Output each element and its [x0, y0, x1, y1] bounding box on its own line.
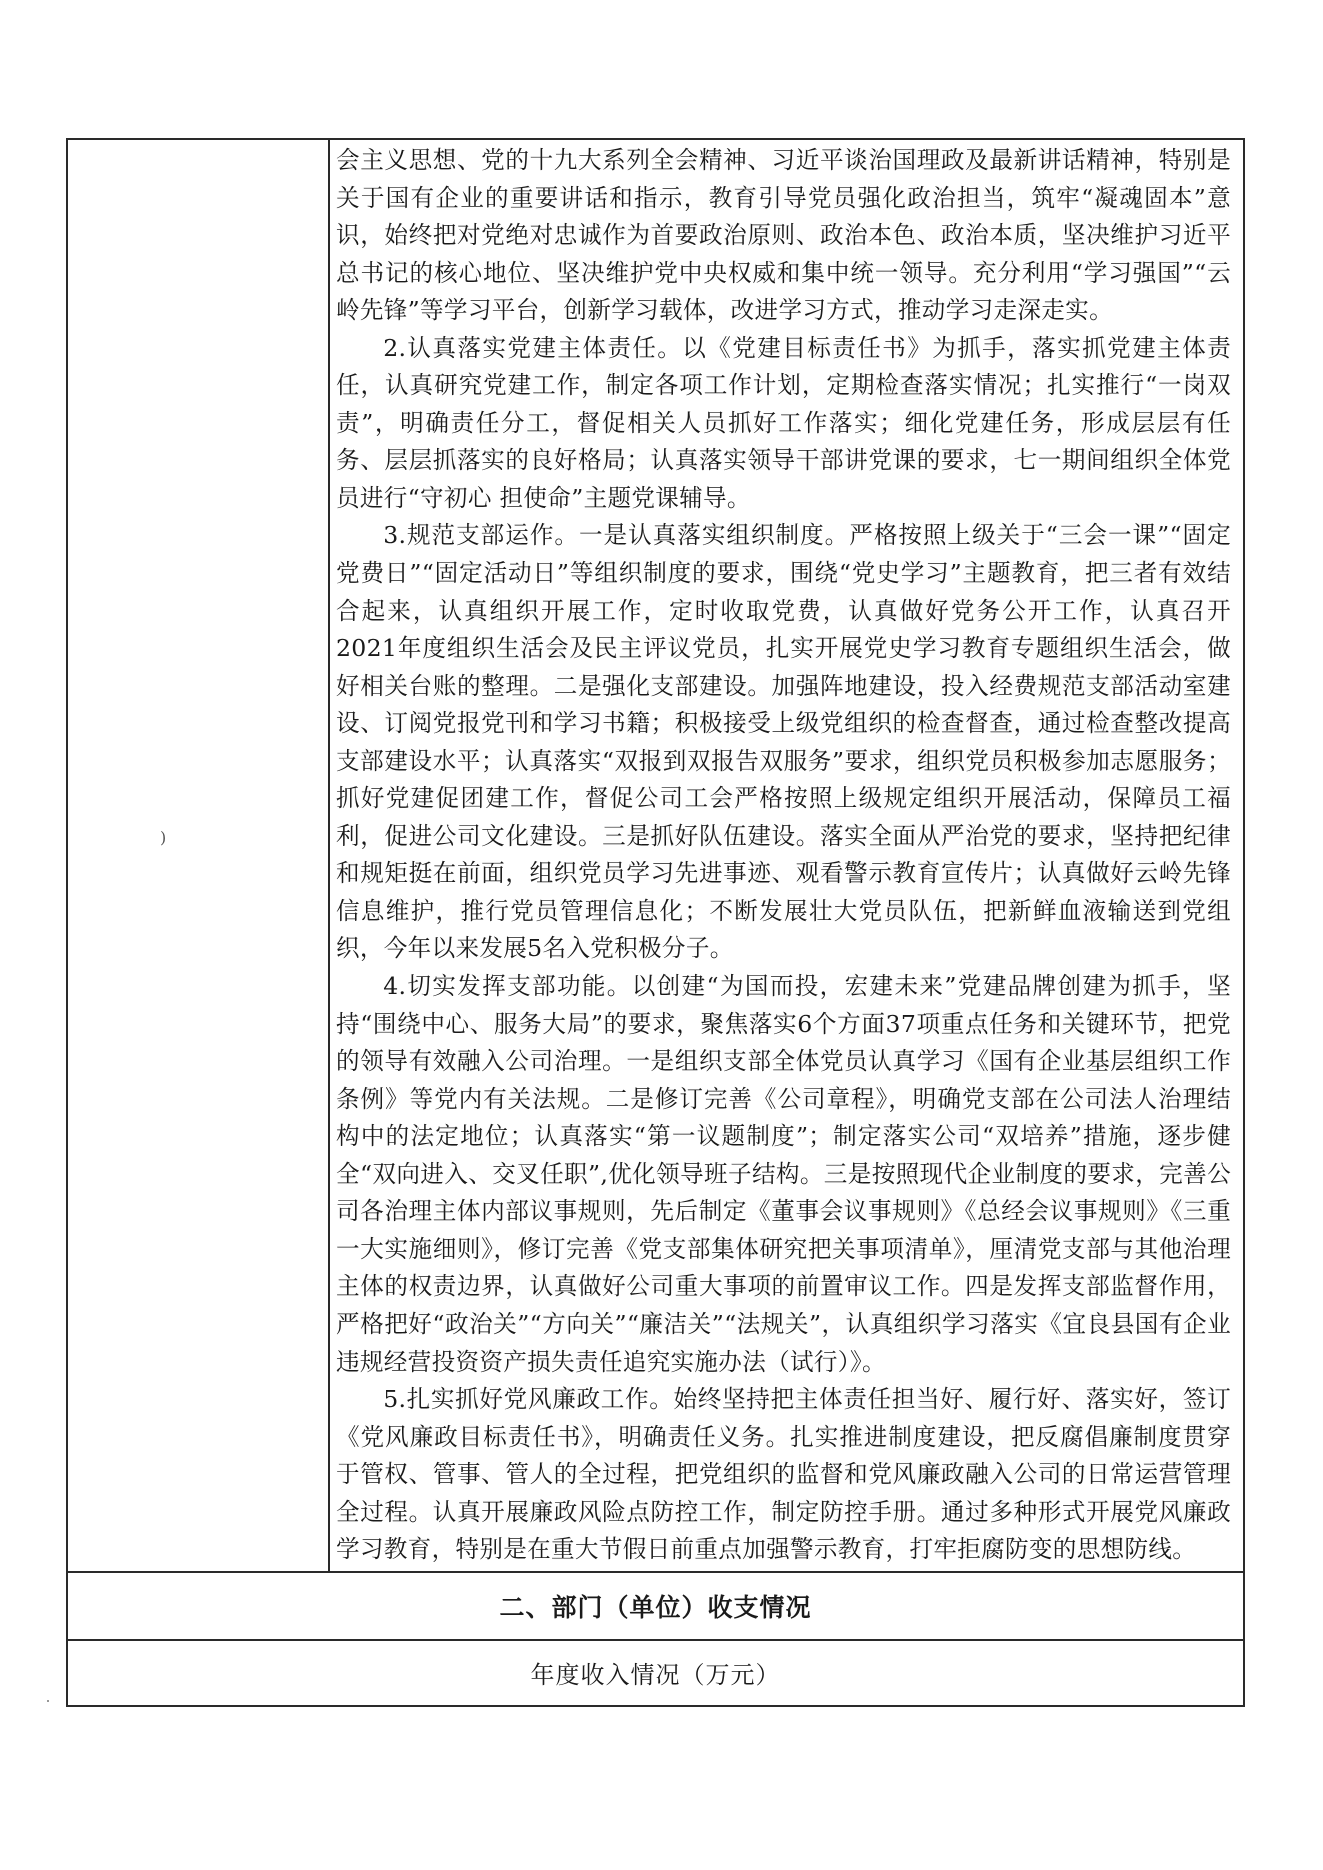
- paragraph-continuation: 会主义思想、党的十九大系列全会精神、习近平谈治国理政及最新讲话精神，特别是关于国有企业的重要讲话和指示，教育引导党员强化政治担当，筑牢“凝魂固本”意识，始终把对党绝对忠诚作为首要政治原则、政治本色、政治本质，坚决维护习近平总书记的核心地位、坚决维护党中央权威和集中统一领导。充分利用“学习强国”“云岭先锋”等学习平台，创新学习载体，改进学习方式，推动学习走深走实。: [336, 146, 1231, 325]
- scan-speck: [47, 1700, 49, 1702]
- paragraph-item-2: 2.认真落实党建主体责任。以《党建目标责任书》为抓手，落实抓党建主体责任，认真研究党建工作，制定各项工作计划，定期检查落实情况；扎实推行“一岗双责”，明确责任分工，督促相关人员抓好工作落实；细化党建任务，形成层层有任务、层层抓落实的良好格局；认真落实领导干部讲党课的要求，七一期间组织全体党员进行“守初心 担使命”主题党课辅导。: [336, 333, 1231, 512]
- left-cell-mark: ): [160, 828, 167, 847]
- paragraph-item-3: 3.规范支部运作。一是认真落实组织制度。严格按照上级关于“三会一课”“固定党费日”“固定活动日”等组织制度的要求，围绕“党史学习”主题教育，把三者有效结合起来，认真组织开展工作，定时收取党费，认真做好党务公开工作，认真召开2021年度组织生活会及民主评议党员，扎实开展党史学习教育专题组织生活会，做好相关台账的整理。二是强化支部建设。加强阵地建设，投入经费规范支部活动室建设、订阅党报党刊和学习书籍；积极接受上级党组织的检查督查，通过检查整改提高支部建设水平；认真落实“双报到双报告双服务”要求，组织党员积极参加志愿服务；抓好党建促团建工作，督促公司工会严格按照上级规定组织开展活动，保障员工福利，促进公司文化建设。三是抓好队伍建设。落实全面从严治党的要求，坚持把纪律和规矩挺在前面，组织党员学习先进事迹、观看警示教育宣传片；认真做好云岭先锋信息维护，推行党员管理信息化；不断发展壮大党员队伍，把新鲜血液输送到党组织，今年以来发展5名入党积极分子。: [336, 521, 1231, 963]
- sub-title: 年度收入情况（万元）: [67, 1640, 1244, 1706]
- left-label-cell: [67, 139, 329, 1572]
- section-title: 二、部门（单位）收支情况: [67, 1572, 1244, 1640]
- section-title-row: [67, 1572, 1244, 1640]
- report-table: [66, 138, 1245, 1707]
- body-text-cell: [329, 139, 1244, 1572]
- sub-title-row: [67, 1640, 1244, 1706]
- paragraph-item-5: 5.扎实抓好党风廉政工作。始终坚持把主体责任担当好、履行好、落实好，签订《党风廉政目标责任书》，明确责任义务。扎实推进制度建设，把反腐倡廉制度贯穿于管权、管事、管人的全过程，把党组织的监督和党风廉政融入公司的日常运营管理全过程。认真开展廉政风险点防控工作，制定防控手册。通过多种形式开展党风廉政学习教育，特别是在重大节假日前重点加强警示教育，打牢拒腐防变的思想防线。: [336, 1385, 1231, 1564]
- paragraph-item-4: 4.切实发挥支部功能。以创建“为国而投，宏建未来”党建品牌创建为抓手，坚持“围绕中心、服务大局”的要求，聚焦落实6个方面37项重点任务和关键环节，把党的领导有效融入公司治理。一是组织支部全体党员认真学习《国有企业基层组织工作条例》等党内有关法规。二是修订完善《公司章程》，明确党支部在公司法人治理结构中的法定地位；认真落实“第一议题制度”；制定落实公司“双培养”措施，逐步健全“双向进入、交叉任职”,优化领导班子结构。三是按照现代企业制度的要求，完善公司各治理主体内部议事规则，先后制定《董事会议事规则》《总经会议事规则》《三重一大实施细则》，修订完善《党支部集体研究把关事项清单》，厘清党支部与其他治理主体的权责边界，认真做好公司重大事项的前置审议工作。四是发挥支部监督作用，严格把好“政治关”“方向关”“廉洁关”“法规关”，认真组织学习落实《宜良县国有企业违规经营投资资产损失责任追究实施办法（试行）》。: [336, 972, 1231, 1376]
- content-row: [67, 139, 1244, 1572]
